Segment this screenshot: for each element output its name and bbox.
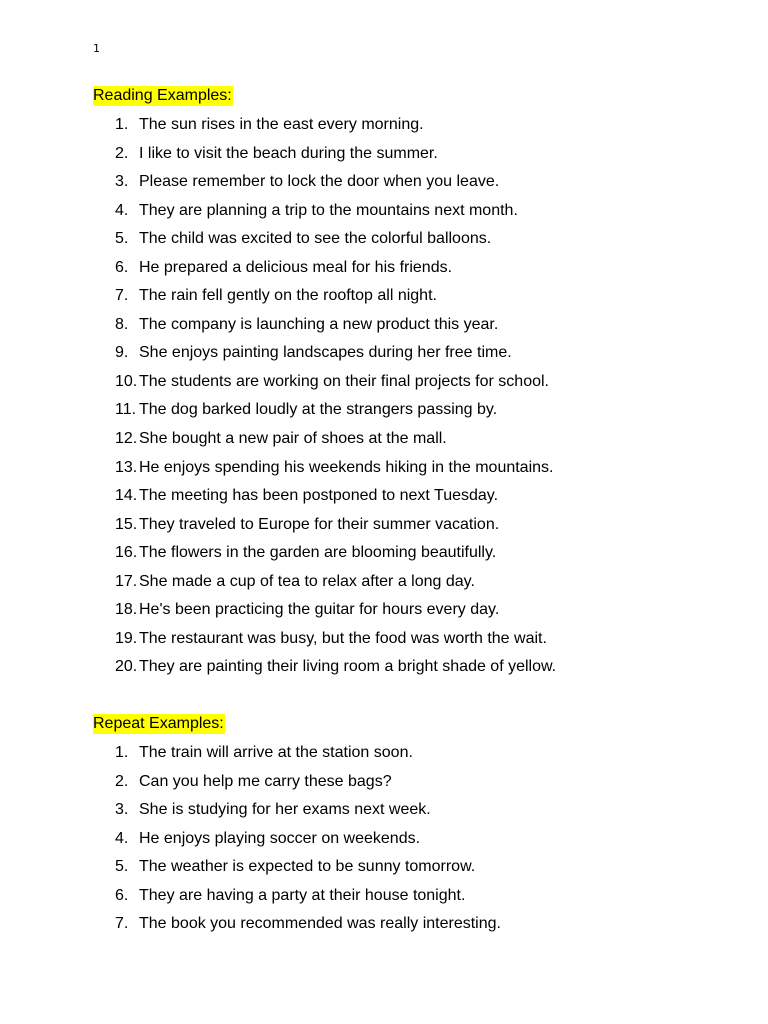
list-item-text: The book you recommended was really interesting. <box>139 915 501 933</box>
list-item-number: 2. <box>115 144 129 162</box>
list-item-text: The flowers in the garden are blooming beautifully. <box>139 544 497 562</box>
list-item <box>93 914 713 943</box>
page-number: 1 <box>93 42 100 55</box>
list-item-text: The dog barked loudly at the strangers passing by. <box>139 401 498 419</box>
list-item <box>93 657 713 686</box>
list-item-text: They are painting their living room a bright shade of yellow. <box>139 658 557 676</box>
list-item <box>93 886 713 915</box>
list-item-text: She bought a new pair of shoes at the mall. <box>139 430 447 448</box>
list-item-number: 9. <box>115 344 129 362</box>
list-item <box>93 372 713 401</box>
list-item-number: 17. <box>115 572 138 590</box>
list-item-text: He's been practicing the guitar for hours every day. <box>139 601 500 619</box>
list-item-number: 14. <box>115 487 138 505</box>
reading-examples-list <box>93 115 713 686</box>
list-item-text: He enjoys playing soccer on weekends. <box>139 829 421 847</box>
list-item-number: 19. <box>115 629 138 647</box>
list-item-text: She is studying for her exams next week. <box>139 801 431 819</box>
list-item-number: 13. <box>115 458 138 476</box>
list-item <box>93 772 713 801</box>
list-item-number: 6. <box>115 886 129 904</box>
list-item <box>93 629 713 658</box>
list-item <box>93 315 713 344</box>
list-item-text: The train will arrive at the station soon. <box>139 744 413 761</box>
list-item <box>93 115 713 144</box>
list-item-number: 20. <box>115 658 138 676</box>
list-item-number: 3. <box>115 173 129 191</box>
repeat-examples-heading: Repeat Examples: <box>93 715 224 732</box>
list-item-number: 7. <box>115 915 129 933</box>
list-item-text: They are having a party at their house tonight. <box>139 886 466 904</box>
list-item <box>93 458 713 487</box>
repeat-examples-section <box>93 714 713 943</box>
list-item-number: 1. <box>115 116 129 133</box>
list-item-text: The weather is expected to be sunny tomorrow. <box>139 858 476 876</box>
repeat-examples-list <box>93 743 713 943</box>
list-item-text: The company is launching a new product this year. <box>139 315 499 333</box>
list-item-number: 10. <box>115 372 138 390</box>
list-item <box>93 515 713 544</box>
list-item-number: 18. <box>115 601 138 619</box>
list-item <box>93 229 713 258</box>
list-item <box>93 144 713 173</box>
list-item-number: 3. <box>115 801 129 819</box>
list-item-number: 5. <box>115 230 129 248</box>
list-item-number: 4. <box>115 829 129 847</box>
list-item-text: They traveled to Europe for their summer vacation. <box>139 515 500 533</box>
list-item <box>93 201 713 230</box>
list-item <box>93 600 713 629</box>
list-item <box>93 800 713 829</box>
list-item-number: 5. <box>115 858 129 876</box>
list-item-text: They are planning a trip to the mountains next month. <box>139 201 518 219</box>
list-item <box>93 829 713 858</box>
list-item-text: The child was excited to see the colorful balloons. <box>139 230 492 248</box>
list-item-text: He prepared a delicious meal for his friends. <box>139 258 453 276</box>
list-item <box>93 572 713 601</box>
list-item-number: 4. <box>115 201 129 219</box>
list-item-number: 1. <box>115 744 129 761</box>
list-item-text: She enjoys painting landscapes during her free time. <box>139 344 512 362</box>
reading-examples-section <box>93 86 713 686</box>
list-item-text: I like to visit the beach during the summer. <box>139 144 438 162</box>
list-item <box>93 486 713 515</box>
list-item-text: The sun rises in the east every morning. <box>139 116 424 133</box>
list-item-text: He enjoys spending his weekends hiking in the mountains. <box>139 458 554 476</box>
list-item-text: The rain fell gently on the rooftop all night. <box>139 287 437 305</box>
list-item-text: The restaurant was busy, but the food was worth the wait. <box>139 629 547 647</box>
list-item-number: 11. <box>115 401 137 419</box>
list-item-number: 6. <box>115 258 129 276</box>
list-item <box>93 343 713 372</box>
list-item <box>93 400 713 429</box>
list-item-number: 7. <box>115 287 129 305</box>
list-item-number: 16. <box>115 544 138 562</box>
list-item <box>93 172 713 201</box>
list-item <box>93 258 713 287</box>
list-item-number: 2. <box>115 772 129 790</box>
list-item <box>93 543 713 572</box>
reading-examples-heading: Reading Examples: <box>93 87 232 104</box>
list-item <box>93 429 713 458</box>
list-item-text: The students are working on their final projects for school. <box>139 372 549 390</box>
list-item-text: Please remember to lock the door when you leave. <box>139 173 500 191</box>
list-item-number: 8. <box>115 315 129 333</box>
list-item <box>93 857 713 886</box>
list-item-text: Can you help me carry these bags? <box>139 772 392 790</box>
list-item-text: She made a cup of tea to relax after a long day. <box>139 572 475 590</box>
list-item <box>93 286 713 315</box>
list-item-number: 12. <box>115 430 138 448</box>
list-item <box>93 743 713 772</box>
list-item-text: The meeting has been postponed to next Tuesday. <box>139 487 499 505</box>
list-item-number: 15. <box>115 515 138 533</box>
